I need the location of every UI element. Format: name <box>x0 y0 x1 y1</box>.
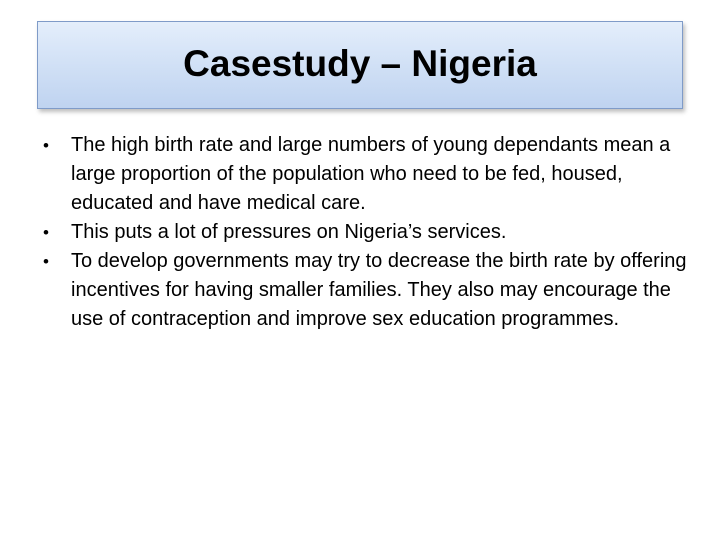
bullet-icon: • <box>43 223 49 242</box>
bullet-text: To develop governments may try to decrease the birth rate by offering incentives for having smaller families. They also may encourage the use of contraception and improve sex education programmes. <box>71 250 687 330</box>
slide-title-box <box>37 21 683 109</box>
bullet-icon: • <box>43 252 49 271</box>
bullet-item <box>40 218 690 247</box>
bullet-item <box>40 247 690 334</box>
bullet-icon: • <box>43 136 49 155</box>
bullet-text: This puts a lot of pressures on Nigeria’s services. <box>71 221 507 243</box>
bullet-text: The high birth rate and large numbers of young dependants mean a large proportion of the population who need to be fed, housed, educated and have medical care. <box>71 134 671 214</box>
bullet-item <box>40 131 690 218</box>
bullet-list <box>40 131 690 334</box>
slide-title: Casestudy – Nigeria <box>183 43 537 84</box>
